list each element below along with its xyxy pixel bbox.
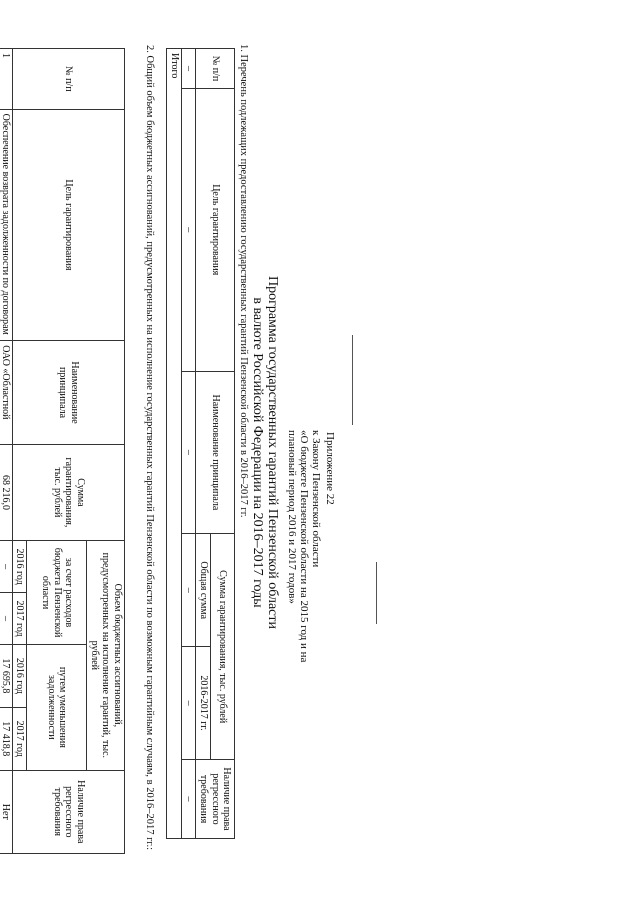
allocations-table [0, 48, 125, 854]
t2-cell-amount: 68 216,0 [0, 444, 13, 540]
t2-header-debt: путем уменьшения задолженности [27, 645, 87, 771]
t1-header-regress: Наличие права регрессного требования [196, 759, 235, 838]
t2-cell-principal: ОАО «Областной [0, 341, 13, 445]
t2-header-year: 2016 год [13, 645, 28, 708]
t1-cell: – [182, 759, 197, 838]
guarantees-table [167, 48, 236, 839]
t2-header-year: 2016 год [13, 541, 28, 593]
law-line-1: к Закону Пензенской области [310, 430, 322, 568]
t1-header-principal: Наименование принципала [196, 371, 235, 534]
law-reference [286, 430, 322, 662]
t2-header-num: № п/п [13, 49, 125, 110]
t2-header-principal: Наименование принципала [13, 341, 125, 445]
annex-label: Приложение 22 [324, 432, 336, 505]
page-title [250, 150, 280, 755]
law-line-3: плановый период 2016 и 2017 годов» [286, 430, 298, 604]
t2-header-amount: Сумма гарантирования, тыс. рублей [13, 444, 125, 540]
t2-header-purpose: Цель гарантирования [13, 109, 125, 341]
section-1-heading: 1. Перечень подлежащих предоставлению государственных гарантий Пензенской области в 2016–2017 гг. [238, 44, 249, 518]
t2-header-allocations: Объем бюджетных ассигнований, предусмотренных на исполнение гарантий, тыс. рублей [87, 541, 125, 770]
t2-header-budget: за счет расходов бюджета Пензенской области [27, 541, 87, 645]
t1-cell: – [182, 88, 197, 371]
t2-cell-d2017: 17 418,8 [0, 707, 13, 770]
divider-line [376, 562, 377, 624]
t2-cell-b2016: – [0, 541, 13, 593]
t1-cell: – [182, 534, 197, 647]
t1-header-total: Общая сумма [196, 534, 211, 647]
t2-cell-purpose: Обеспечение возврата задолженности по договорам [0, 109, 13, 341]
t1-header-amount: Сумма гарантирования, тыс. рублей [211, 534, 235, 760]
divider-line [352, 335, 353, 425]
table-row [0, 49, 13, 854]
t2-cell-d2016: 17 695,8 [0, 645, 13, 708]
t2-cell-b2017: – [0, 593, 13, 645]
table-row [167, 49, 182, 839]
t1-header-period: 2016-2017 гг. [196, 647, 211, 760]
t1-header-purpose: Цель гарантирования [196, 88, 235, 371]
t1-cell: – [182, 647, 197, 760]
table-row [182, 49, 197, 839]
title-line-2: в валюте Российской Федерации на 2016–2017 годы [250, 297, 265, 608]
t2-cell-num: 1 [0, 49, 13, 110]
t1-cell: – [182, 49, 197, 89]
t2-header-year: 2017 год [13, 707, 28, 770]
t1-cell: – [182, 371, 197, 534]
title-line-1: Программа государственных гарантий Пензенской области [265, 275, 280, 629]
section-2-heading: 2. Общий объем бюджетных ассигнований, предусмотренных на исполнение государственных гарантий Пензенской области по возможным гарантийным случаям, в 2016–2017 гг.: [144, 45, 155, 851]
t2-header-year: 2017 год [13, 593, 28, 645]
t1-total-label: Итого [167, 49, 182, 839]
law-line-2: «О бюджете Пензенской области на 2015 год и на [298, 430, 310, 663]
t1-header-num: № п/п [196, 49, 235, 89]
t2-header-regress: Наличие права регрессного требования [13, 770, 125, 853]
t2-cell-regress: Нет [0, 770, 13, 853]
